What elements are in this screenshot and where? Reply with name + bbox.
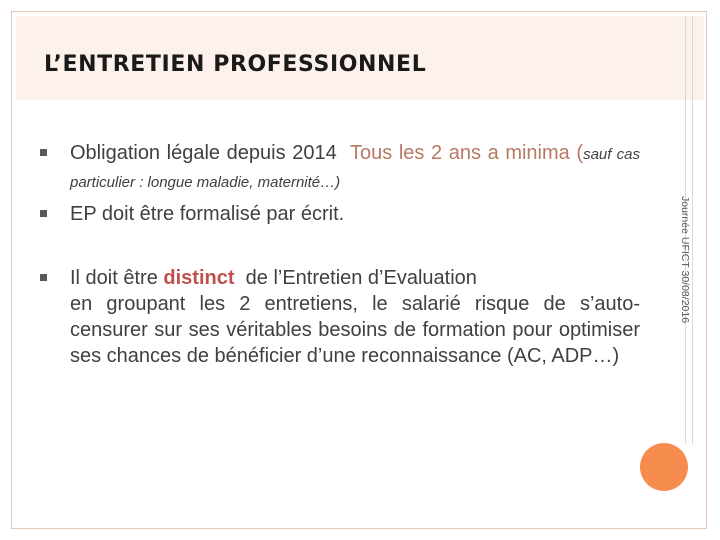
bullet-square-icon — [40, 149, 47, 156]
bullet-text — [70, 140, 640, 196]
bullet-distinct-rest: de l’Entretien d’Evaluation — [245, 267, 477, 289]
bullet-frequency-text: Tous les 2 ans a minima ( — [349, 142, 584, 164]
bullet-distinct-lead: Il doit être — [70, 267, 164, 289]
bullet-obligation-text: Obligation légale depuis 2014 — [70, 142, 337, 164]
page-number-circle — [640, 443, 688, 491]
bullet-note-text: sauf cas particulier : longue maladie, maternité…) — [70, 146, 640, 191]
bullet-square-icon — [40, 210, 47, 217]
bullet-item-obligation — [40, 140, 640, 196]
bullet-distinct-emphasis: distinct — [163, 267, 235, 289]
bullet-square-icon — [40, 274, 47, 281]
bullet-formalise-text: EP doit être formalisé par écrit. — [70, 203, 345, 225]
bullet-text — [70, 265, 640, 291]
slide-title: L’ENTRETIEN PROFESSIONNEL — [44, 52, 427, 77]
bullet-item-distinct — [40, 265, 640, 369]
side-label: Journée UFICT 30/08/2016 — [679, 196, 691, 324]
bullet-continuation-text: en groupant les 2 entretiens, le salarié risque de s’auto-censurer sur ses véritables besoins de formation pour optimiser ses chances de bénéficier d’une reconnaissance (AC, ADP…) — [70, 293, 640, 367]
bullet-item-formalise — [40, 201, 640, 227]
